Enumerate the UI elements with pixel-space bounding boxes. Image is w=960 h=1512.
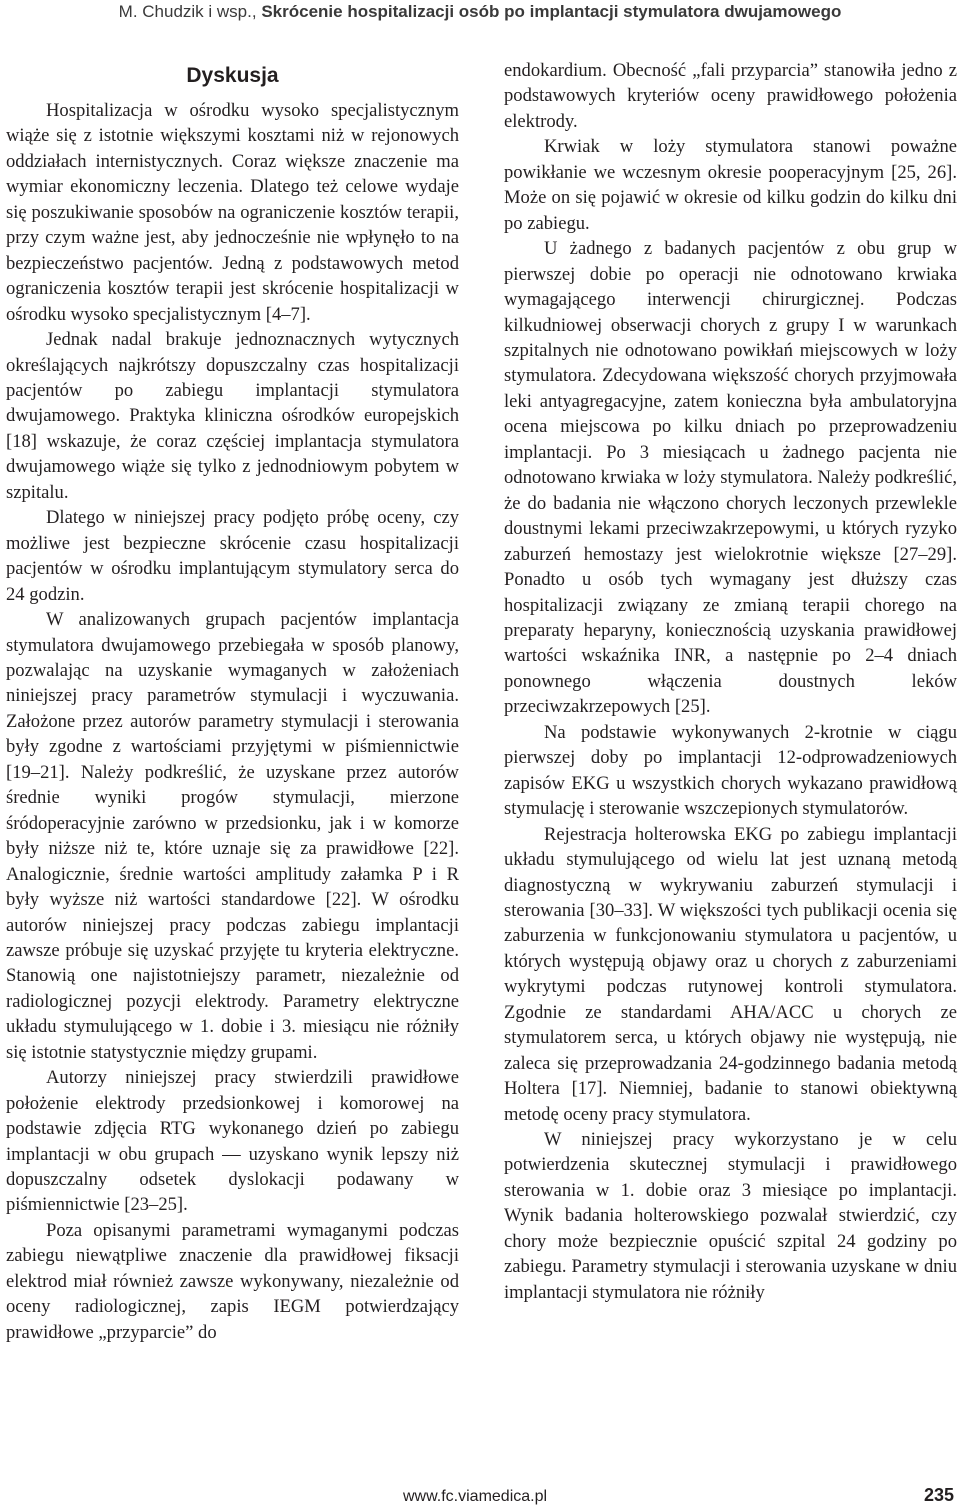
left-column	[6, 58, 459, 1345]
paragraph: Dlatego w niniejszej pracy podjęto próbę oceny, czy możliwe jest bezpieczne skrócenie czasu hospitalizacji pacjentów w ośrodku implantującym stymulatory serca do 24 godzin.	[6, 507, 459, 605]
journal-url-link[interactable]: www.fc.viamedica.pl	[403, 1488, 548, 1505]
paragraph: Krwiak w loży stymulatora stanowi poważne powikłanie we wczesnym okresie pooperacyjnym [25, 26]. Może on się pojawić w okresie od kilku godzin do kilku dni po zabiegu.	[504, 136, 957, 234]
paragraph: U żadnego z badanych pacjentów z obu grup w pierwszej dobie po operacji nie odnotowano krwiaka wymagającego interwencji chirurgicznej. Podczas kilkudniowej obserwacji chorych z grupy I w warunkach szpitalnych nie odnotowano powikłań miejscowych w loży stymulatora. Zdecydowana większość chorych przyjmowała leki antyagregacyjne, zatem konieczna była ambulatoryjna ocena miejscowa po kilku dniach po przeprowadzeniu implantacji. Po 3 miesiącach u żadnego pacjenta nie odnotowano krwiaka w loży stymulatora. Należy podkreślić, że do badania nie włączono chorych leczonych przewlekle doustnymi lekami przeciwzakrzepowymi, u których ryzyko zaburzeń hemostazy jest wielokrotnie większe [27–29]. Ponadto u osób tych wymagany jest dłuższy czas hospitalizacji związany ze zmianą terapii chorego na preparaty heparyny, koniecznością uzyskania prawidłowej wartości wskaźnika INR, a następnie po 2–4 dniach ponownego włączenia doustnych leków przeciwzakrzepowych [25].	[504, 238, 957, 718]
paragraph: Poza opisanymi parametrami wymaganymi podczas zabiegu niewątpliwe znaczenie dla prawidłowej fiksacji elektrod miał również zawsze wykonywany, niezależnie od oceny radiologicznej, zapis IEGM potwierdzający prawidłowe „przyparcie” do	[6, 1219, 459, 1343]
section-heading: Dyskusja	[186, 64, 279, 87]
page-number: 235	[923, 1485, 954, 1505]
paragraph: Hospitalizacja w ośrodku wysoko specjalistycznym wiąże się z istotnie większymi kosztami niż w rejonowych oddziałach internistycznych. Coraz większe znaczenie ma wymiar ekonomiczny leczenia. Dlatego też celowe wydaje się poszukiwanie sposobów na ograniczenie kosztów terapii, przy czym ważne jest, aby jednocześnie nie wpłynęło to na bezpieczeństwo pacjentów. Jedną z podstawowych metod ograniczenia kosztów terapii jest skrócenie hospitalizacji w ośrodku wysoko specjalistycznym [4–7].	[6, 100, 459, 325]
header-title: Skrócenie hospitalizacji osób po implantacji stymulatora dwujamowego	[261, 2, 842, 21]
paragraph: Rejestracja holterowska EKG po zabiegu implantacji układu stymulującego od wielu lat jest uznaną metodą diagnostyczną w wykrywaniu zaburzeń stymulacji i sterowania [30–33]. W większości tych publikacji ocenia się zaburzenia w funkcjonowaniu stymulatora u pacjentów, u których występują objawy oraz u chorych z zaburzeniami wykrytymi podczas rutynowej kontroli stymulatora. Zgodnie ze standardami AHA/ACC u chorych ze stymulatorem serca, u których objawy nie występują, nie zaleca się przeprowadzania 24-godzinnego badania metodą Holtera [17]. Niemniej, badanie to stanowi obiektywną metodę oceny pracy stymulatora.	[504, 823, 957, 1125]
paragraph: Autorzy niniejszej pracy stwierdzili prawidłowe położenie elektrody przedsionkowej i komorowej na podstawie zdjęcia RTG wykonanego dzień po zabiegu implantacji w obu grupach — uzyskano wynik lepszy niż dopuszczalny odsetek dyslokacji podawany w piśmiennictwie [23–25].	[6, 1067, 459, 1216]
paragraph: Na podstawie wykonywanych 2-krotnie w ciągu pierwszej doby po implantacji 12-odprowadzeniowych zapisów EKG u wszystkich chorych wykazano prawidłową stymulację i sterowanie wszczepionych stymulatorów.	[504, 721, 957, 820]
paragraph: W analizowanych grupach pacjentów implantacja stymulatora dwujamowego przebiegała w sposób planowy, pozwalając na uzyskanie wymaganych w założeniach niniejszej pracy parametrów stymulacji i wyczuwania. Założone przez autorów parametry stymulacji i sterowania były zgodne z wartościami przyjętymi w piśmiennictwie [19–21]. Należy podkreślić, że uzyskane przez autorów średnie wyniki progów stymulacji, mierzone śródoperacyjnie zarówno w przedsionku, jak i w komorze były niższe niż te, które uznaje się za prawidłowe [22]. Analogicznie, średnie wartości amplitudy załamka P i R były wyższe niż wartości standardowe [22]. W ośrodku autorów niniejszej pracy podczas zabiegu implantacji zawsze próbuje się uzyskać przyjęte tu kryteria elektryczne. Stanowią one najistotniejszy parametr, niezależnie od radiologicznej pozycji elektrody. Parametry elektryczne układu stymulującego w 1. dobie i 3. miesiącu nie różniły się istotnie statystycznie między grupami.	[6, 609, 459, 1063]
paragraph-continuation: endokardium. Obecność „fali przyparcia” stanowiła jedno z podstawowych kryteriów oceny prawidłowego położenia elektrody.	[504, 60, 957, 132]
paragraph: Jednak nadal brakuje jednoznacznych wytycznych określających najkrótszy dopuszczalny czas hospitalizacji pacjentów po zabiegu implantacji stymulatora dwujamowego. Praktyka kliniczna ośrodków europejskich [18] wskazuje, że coraz częściej implantacja stymulatora dwujamowego wiąże się tylko z jednodniowym pobytem w szpitalu.	[6, 329, 459, 503]
right-column	[504, 58, 957, 1305]
paragraph: W niniejszej pracy wykorzystano je w celu potwierdzenia skutecznej stymulacji i prawidłowego sterowania w 1. dobie oraz 3 miesiące po implantacji. Wynik badania holterowskiego pozwalał stwierdzić, czy chory może bezpiecznie opuścić szpital 24 godziny po zabiegu. Parametry stymulacji i sterowania uzyskane w dniu implantacji stymulatora nie różniły	[504, 1129, 957, 1303]
running-head	[0, 2, 960, 22]
header-authors: M. Chudzik i wsp.,	[118, 2, 257, 21]
